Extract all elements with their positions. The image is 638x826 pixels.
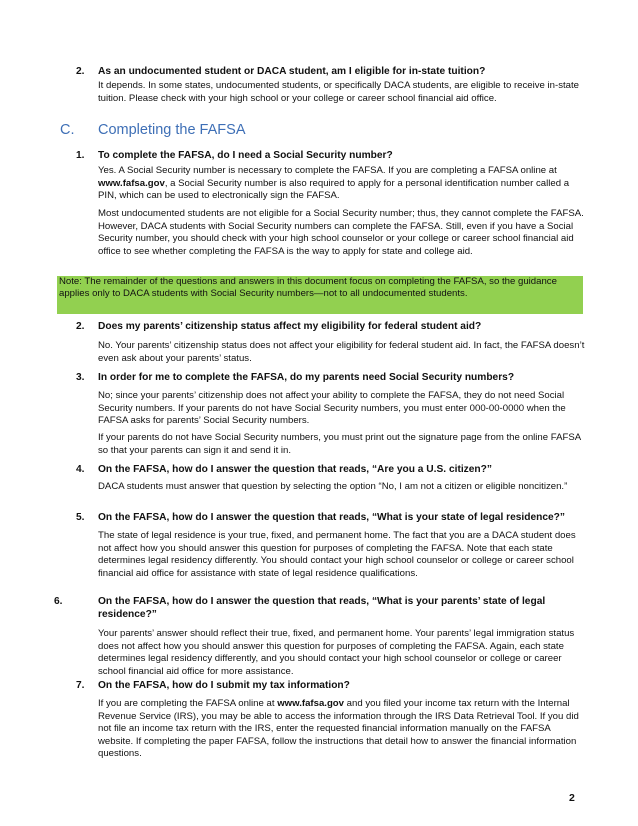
- answer-paragraph: It depends. In some states, undocumented students, or specifically DACA students, are eligible to receive in-state tuition. Please check with your high school or your college or career school financial aid office.: [98, 80, 580, 104]
- question-heading: 7. On the FAFSA, how do I submit my tax information?: [76, 680, 350, 691]
- question-heading: 2. Does my parents’ citizenship status affect my eligibility for federal student aid?: [76, 321, 482, 332]
- fafsa-link-text: www.fafsa.gov: [98, 177, 165, 189]
- section-heading: C. Completing the FAFSA: [60, 122, 246, 138]
- question-heading: 1. To complete the FAFSA, do I need a Social Security number?: [76, 150, 393, 161]
- answer-paragraph: The state of legal residence is your true, fixed, and permanent home. The fact that you are a DACA student does not affect how you should answer this question for purposes of completing the FAFSA. Note that each state determines legal residency differently. You should contact your high school counselor or college or career school financial aid office for assistance with state of legal residence qualifications.: [98, 530, 576, 579]
- question-heading: 5. On the FAFSA, how do I answer the question that reads, “What is your state of legal residence?”: [76, 512, 566, 523]
- page-number: 2: [569, 792, 575, 804]
- answer-paragraph: DACA students must answer that question by selecting the option “No, I am not a citizen or eligible noncitizen.”: [98, 481, 568, 492]
- question-heading: 3. In order for me to complete the FAFSA, do my parents need Social Security numbers?: [76, 372, 515, 383]
- answer-paragraph: Yes. A Social Security number is necessary to complete the FAFSA. If you are completing a FAFSA online at www.fafsa.gov, a Social Security number is also required to apply for a personal identification number called a PIN, which can be used to electronically sign the FAFSA.: [98, 165, 570, 202]
- answer-paragraph: No. Your parents’ citizenship status does not affect your eligibility for federal student aid. In fact, the FAFSA doesn’t even ask about your parents’ status.: [98, 340, 585, 364]
- answer-paragraph: No; since your parents’ citizenship does not affect your ability to complete the FAFSA, they do not need Social Security numbers. If your parents do not have Social Security numbers, you must enter 000-00-0000 when the FAFSA asks for parents’ Social Security numbers.: [98, 390, 566, 427]
- answer-paragraph: If your parents do not have Social Security numbers, you must print out the signature page from the online FAFSA so that your parents can sign it and send it in.: [98, 432, 581, 456]
- answer-paragraph: If you are completing the FAFSA online at www.fafsa.gov and you filed your income tax return with the Internal Revenue Service (IRS), you may be able to access the information through the IRS Data Retrieval Tool. If you did not file an income tax return with the IRS, enter the requested financial information manually on the FAFSA website. If completing the paper FAFSA, follow the instructions that detail how to answer the financial information questions.: [98, 698, 579, 760]
- answer-paragraph: Your parents’ answer should reflect their true, fixed, and permanent home. Your parents’ legal immigration status does not affect how you should answer this question for purposes of completing the FAFSA. Again, each state determines legal residency differently, and you should contact your high school counselor or college or career school financial aid office for more assistance.: [98, 628, 575, 677]
- note-callout: Note: The remainder of the questions and answers in this document focus on completing the FAFSA, so the guidance applies only to DACA students with Social Security numbers—not to all undocumented students.: [57, 276, 583, 314]
- question-heading: 4. On the FAFSA, how do I answer the question that reads, “Are you a U.S. citizen?”: [76, 464, 492, 475]
- answer-paragraph: Most undocumented students are not eligible for a Social Security number; thus, they cannot complete the FAFSA. However, DACA students with Social Security numbers can complete the FAFSA. Still, even if you have a Social Security number, you should check with your high school counselor or your college or career school financial aid office to see whether completing the FAFSA is the way to apply for state and college aid.: [98, 208, 584, 257]
- question-heading: 6. On the FAFSA, how do I answer the question that reads, “What is your parents’ state of legal residence?”: [54, 596, 546, 620]
- question-heading: 2. As an undocumented student or DACA student, am I eligible for in-state tuition?: [76, 66, 486, 77]
- fafsa-link-text: www.fafsa.gov: [277, 698, 345, 709]
